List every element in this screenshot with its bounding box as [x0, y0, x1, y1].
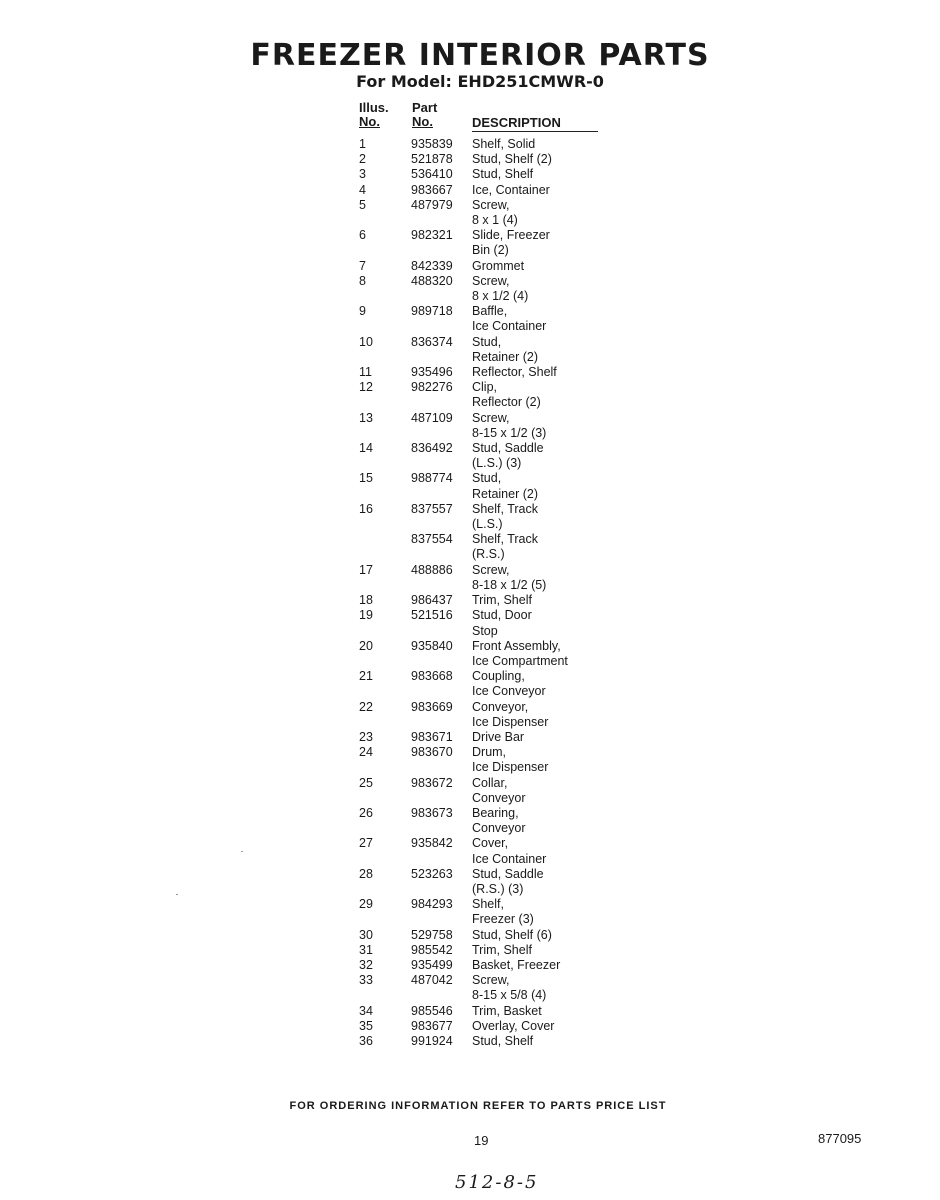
part-number: 487109 — [411, 410, 453, 425]
parts-row — [359, 973, 619, 1003]
parts-row — [359, 183, 619, 198]
illus-number: 34 — [359, 1003, 373, 1018]
illus-number: 19 — [359, 608, 373, 623]
illus-number: 36 — [359, 1033, 373, 1048]
parts-list — [359, 137, 619, 1049]
part-description: Coupling, Ice Conveyor — [472, 669, 546, 699]
parts-row — [359, 593, 619, 608]
part-header-line2: No. — [412, 114, 433, 129]
illus-number: 24 — [359, 745, 373, 760]
parts-row — [359, 137, 619, 152]
parts-row — [359, 669, 619, 699]
part-description: Collar, Conveyor — [472, 775, 526, 805]
illus-number: 9 — [359, 304, 366, 319]
part-description: Screw, 8 x 1/2 (4) — [472, 273, 529, 304]
part-description: Overlay, Cover — [472, 1018, 555, 1033]
parts-row — [359, 365, 619, 380]
parts-row — [359, 304, 619, 334]
part-number: 488320 — [411, 273, 453, 288]
parts-row — [359, 836, 619, 866]
illus-number: 32 — [359, 957, 373, 972]
part-number: 935839 — [411, 137, 453, 151]
parts-row — [359, 411, 619, 441]
part-number: 983672 — [411, 775, 453, 790]
part-description: Screw, 8-15 x 5/8 (4) — [472, 973, 547, 1003]
illus-number: 2 — [359, 152, 366, 167]
part-description: Stud, Shelf — [472, 167, 534, 182]
page-title: FREEZER INTERIOR PARTS — [250, 38, 710, 73]
illus-number: 26 — [359, 805, 373, 820]
scan-speck — [241, 851, 243, 852]
illus-number: 35 — [359, 1018, 373, 1033]
part-description: Shelf, Track (R.S.) — [472, 532, 538, 562]
part-description: Stud, Shelf (2) — [472, 152, 552, 167]
part-number: 983671 — [411, 729, 453, 744]
parts-row — [359, 700, 619, 730]
part-number: 982276 — [411, 380, 453, 395]
illus-number: 20 — [359, 638, 373, 653]
part-number: 529758 — [411, 927, 453, 942]
part-number: 991924 — [411, 1033, 453, 1048]
part-description: Screw, 8 x 1 (4) — [472, 197, 518, 228]
illus-number: 6 — [359, 228, 366, 243]
illus-number: 7 — [359, 258, 366, 273]
illus-header-line2: No. — [359, 114, 380, 129]
parts-row — [359, 198, 619, 228]
illus-header-line1: Illus. — [359, 100, 389, 115]
part-number: 935496 — [411, 365, 453, 380]
illus-number: 3 — [359, 167, 366, 182]
model-subtitle: For Model: EHD251CMWR-0 — [356, 72, 604, 91]
part-number: 836374 — [411, 334, 453, 349]
illus-number — [359, 532, 411, 562]
part-description: Screw, 8-18 x 1/2 (5) — [472, 562, 547, 592]
part-number: 985542 — [411, 942, 453, 957]
part-number: 487042 — [411, 973, 453, 988]
illus-number: 23 — [359, 729, 373, 744]
illus-number: 33 — [359, 973, 373, 988]
illus-number: 1 — [359, 137, 366, 151]
illus-number: 22 — [359, 699, 373, 714]
parts-row — [359, 259, 619, 274]
description-header: DESCRIPTION — [472, 116, 598, 132]
scan-speck — [176, 894, 178, 895]
parts-row — [359, 532, 619, 562]
illus-number: 10 — [359, 334, 373, 349]
part-number: 989718 — [411, 304, 453, 319]
illus-number: 30 — [359, 927, 373, 942]
part-description: Trim, Shelf — [472, 593, 532, 608]
illus-number: 12 — [359, 380, 373, 395]
part-description: Basket, Freezer — [472, 957, 561, 972]
parts-row — [359, 167, 619, 182]
parts-row — [359, 1034, 619, 1049]
part-number: 988774 — [411, 471, 453, 486]
part-number: 984293 — [411, 897, 453, 912]
part-number: 487979 — [411, 197, 453, 212]
part-number: 935840 — [411, 638, 453, 653]
parts-row — [359, 335, 619, 365]
parts-row — [359, 471, 619, 501]
part-number: 983673 — [411, 805, 453, 820]
parts-row — [359, 441, 619, 471]
illus-no-header — [359, 101, 389, 129]
parts-row — [359, 1004, 619, 1019]
illus-number: 15 — [359, 471, 373, 486]
illus-number: 14 — [359, 441, 373, 456]
part-number: 983668 — [411, 669, 453, 684]
part-description: Shelf, Freezer (3) — [472, 897, 534, 927]
parts-row — [359, 639, 619, 669]
illus-number: 8 — [359, 273, 366, 288]
illus-number: 11 — [359, 365, 372, 380]
part-description: Front Assembly, Ice Compartment — [472, 638, 568, 668]
part-description: Drive Bar — [472, 729, 525, 744]
part-description: Stud, Retainer (2) — [472, 471, 538, 501]
part-description: Ice, Container — [472, 182, 550, 197]
parts-row — [359, 563, 619, 593]
parts-row — [359, 152, 619, 167]
part-description: Stud, Saddle (R.S.) (3) — [472, 866, 544, 896]
part-no-header — [412, 101, 437, 129]
part-description: Stud, Door Stop — [472, 608, 532, 638]
illus-number: 17 — [359, 562, 373, 577]
part-number: 521878 — [411, 152, 453, 167]
part-number: 935499 — [411, 957, 453, 972]
parts-row — [359, 380, 619, 410]
part-number: 536410 — [411, 167, 453, 182]
part-number: 983677 — [411, 1018, 453, 1033]
part-description: Screw, 8-15 x 1/2 (3) — [472, 410, 547, 440]
illus-number: 27 — [359, 836, 373, 851]
part-description: Reflector, Shelf — [472, 365, 557, 380]
part-number: 837557 — [411, 501, 453, 516]
parts-row — [359, 274, 619, 304]
illus-number: 4 — [359, 182, 366, 197]
part-number: 986437 — [411, 593, 453, 608]
part-number: 983667 — [411, 182, 453, 197]
illus-number: 5 — [359, 197, 366, 212]
parts-row — [359, 776, 619, 806]
parts-row — [359, 502, 619, 532]
part-header-line1: Part — [412, 100, 438, 115]
parts-row — [359, 958, 619, 973]
part-number: 935842 — [411, 836, 453, 851]
part-number: 985546 — [411, 1003, 453, 1018]
illus-number: 28 — [359, 866, 373, 881]
part-number: 523263 — [411, 866, 453, 881]
parts-row — [359, 745, 619, 775]
illus-number: 29 — [359, 897, 373, 912]
handwritten-note: 512-8-5 — [455, 1172, 539, 1193]
part-number: 982321 — [411, 228, 453, 243]
part-number: 488886 — [411, 562, 453, 577]
illus-number: 21 — [359, 669, 373, 684]
part-description: Cover, Ice Container — [472, 836, 547, 866]
part-description: Stud, Retainer (2) — [472, 334, 538, 364]
parts-row — [359, 1019, 619, 1034]
part-number: 983669 — [411, 699, 453, 714]
part-number: 842339 — [411, 258, 453, 273]
ordering-footer: FOR ORDERING INFORMATION REFER TO PARTS PRICE LIST — [289, 1100, 667, 1112]
parts-row — [359, 928, 619, 943]
parts-row — [359, 867, 619, 897]
part-description: Shelf, Solid — [472, 137, 536, 151]
illus-number: 31 — [359, 942, 373, 957]
part-description: Stud, Saddle (L.S.) (3) — [472, 441, 544, 471]
part-number: 983670 — [411, 745, 453, 760]
part-description: Grommet — [472, 258, 525, 273]
part-description: Trim, Basket — [472, 1003, 542, 1018]
part-description: Stud, Shelf (6) — [472, 927, 552, 942]
illus-number: 16 — [359, 501, 373, 516]
part-number: 837554 — [411, 532, 453, 547]
part-number: 521516 — [411, 608, 453, 623]
page-number: 19 — [474, 1133, 489, 1148]
part-description: Clip, Reflector (2) — [472, 380, 541, 410]
part-description: Conveyor, Ice Dispenser — [472, 699, 549, 729]
document-number: 877095 — [818, 1131, 862, 1146]
illus-number: 13 — [359, 410, 373, 425]
part-description: Slide, Freezer Bin (2) — [472, 228, 550, 258]
part-description: Bearing, Conveyor — [472, 805, 526, 836]
part-description: Trim, Shelf — [472, 942, 532, 957]
part-description: Drum, Ice Dispenser — [472, 745, 549, 775]
parts-row — [359, 806, 619, 836]
parts-row — [359, 897, 619, 927]
parts-row — [359, 608, 619, 638]
part-description: Stud, Shelf — [472, 1033, 534, 1048]
illus-number: 25 — [359, 775, 373, 790]
illus-number: 18 — [359, 593, 373, 608]
part-number: 836492 — [411, 441, 453, 456]
parts-row — [359, 730, 619, 745]
part-description: Baffle, Ice Container — [472, 304, 547, 334]
parts-row — [359, 228, 619, 258]
part-description: Shelf, Track (L.S.) — [472, 501, 538, 532]
parts-row — [359, 943, 619, 958]
